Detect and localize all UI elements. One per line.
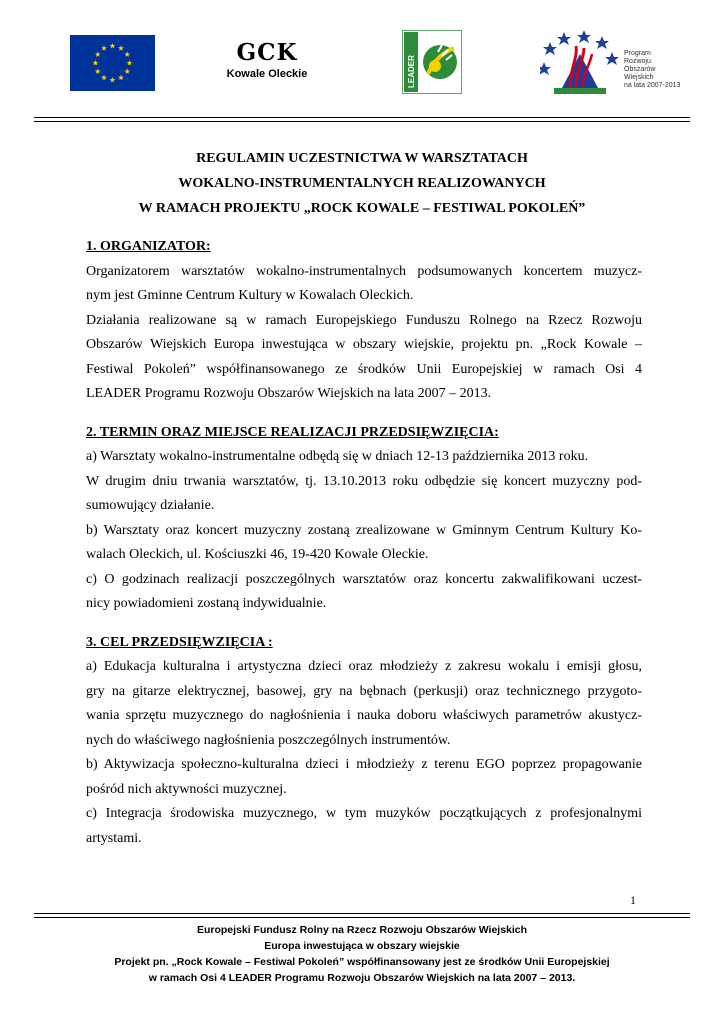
- paragraph-line: W drugim dniu trwania warsztatów, tj. 13.10.2013 roku odbędzie się koncert muzyczny pod-: [86, 473, 642, 489]
- paragraph-line: b) Aktywizacja społeczno-kulturalna dzieci i młodzieży z terenu EGO poprzez propagowanie: [86, 757, 642, 772]
- page-footer: [40, 922, 684, 986]
- footer-line: Projekt pn. „Rock Kowale – Festiwal Pokoleń” współfinansowany jest ze środków Unii Europejskiej: [114, 956, 610, 968]
- gck-logo: [212, 34, 322, 90]
- section-heading-goal: 3. CEL PRZEDSIĘWZIĘCIA :: [86, 634, 273, 650]
- prow-logo-text: [624, 50, 694, 90]
- paragraph-line: a) Warsztaty wokalno-instrumentalne odbędą się w dniach 12-13 października 2013 roku.: [86, 449, 589, 464]
- paragraph-line: artystami.: [86, 830, 142, 846]
- leader-logo-text: LEADER: [407, 55, 416, 88]
- footer-divider: [34, 913, 690, 914]
- paragraph-line: gry na gitarze elektrycznej, basowej, gry na bębnach (perkusji) oraz technicznego przygoto-: [86, 683, 642, 699]
- paragraph-line: pośród nich aktywności muzycznej.: [86, 781, 287, 797]
- header-divider: [34, 121, 690, 122]
- paragraph-line: nych do właściwego nagłośnienia poszczególnych instrumentów.: [86, 732, 451, 748]
- paragraph-line: c) Integracja środowiska muzycznego, w tym muzyków początkujących z profesjonalnymi: [86, 806, 642, 821]
- document-title: [70, 146, 654, 221]
- eu-flag-logo: [70, 35, 155, 91]
- footer-line: Europejski Fundusz Rolny na Rzecz Rozwoju Obszarów Wiejskich: [196, 924, 528, 936]
- leader-logo: [402, 30, 462, 94]
- paragraph-line: wania sprzętu muzycznego do nagłośnienia i nauka doboru właściwych parametrów akustycz-: [86, 708, 642, 723]
- paragraph-line: Działania realizowane są w ramach Europejskiego Funduszu Rolnego na Rzecz Rozwoju: [86, 312, 642, 328]
- paragraph-line: Organizatorem warsztatów wokalno-instrumentalnych podsumowanych koncertem muzycz-: [86, 263, 642, 279]
- paragraph-line: Obszarów Wiejskich Europa inwestująca w obszary wiejskie, projektu pn. „Rock Kowale –: [86, 337, 642, 352]
- section-heading-organizer: 1. ORGANIZATOR:: [86, 239, 211, 254]
- prow-text-line: Wiejskich: [624, 74, 654, 81]
- prow-text-line: Program: [624, 50, 651, 57]
- footer-line: Europa inwestująca w obszary wiejskie: [264, 940, 460, 952]
- prow-text-line: na lata 2007-2013: [624, 82, 681, 89]
- title-line: WOKALNO-INSTRUMENTALNYCH REALIZOWANYCH: [178, 176, 546, 191]
- paragraph-line: Festiwal Pokoleń” współfinansowanego ze środków Unii Europejskiej w ramach Osi 4: [86, 361, 642, 377]
- title-line: W RAMACH PROJEKTU „ROCK KOWALE – FESTIWAL POKOLEŃ”: [138, 201, 586, 216]
- prow-text-line: Obszarów: [624, 66, 656, 73]
- paragraph-line: c) O godzinach realizacji poszczególnych warsztatów oraz koncertu zakwalifikowani uczest-: [86, 571, 642, 587]
- paragraph-line: b) Warsztaty oraz koncert muzyczny zostaną zrealizowane w Gminnym Centrum Kultury Ko-: [86, 522, 642, 538]
- footer-line: w ramach Osi 4 LEADER Programu Rozwoju Obszarów Wiejskich na lata 2007 – 2013.: [148, 972, 576, 984]
- footer-divider: [34, 917, 690, 918]
- paragraph-line: nym jest Gminne Centrum Kultury w Kowalach Oleckich.: [86, 288, 414, 303]
- prow-text-line: Rozwoju: [624, 58, 651, 65]
- page-number: 1: [630, 893, 636, 907]
- title-line: REGULAMIN UCZESTNICTWA W WARSZTATACH: [196, 151, 528, 166]
- paragraph-line: LEADER Programu Rozwoju Obszarów Wiejskich na lata 2007 – 2013.: [86, 386, 492, 401]
- header-divider: [34, 117, 690, 118]
- gck-logo-mark: GCK: [236, 39, 298, 66]
- prow-logo: [540, 28, 620, 96]
- paragraph-line: sumowujący działanie.: [86, 498, 215, 513]
- section-heading-date-place: 2. TERMIN ORAZ MIEJSCE REALIZACJI PRZEDSIĘWZIĘCIA:: [86, 424, 499, 440]
- document-body: [86, 235, 642, 851]
- gck-logo-name: Kowale Oleckie: [226, 68, 308, 80]
- paragraph-line: walach Oleckich, ul. Kościuszki 46, 19-420 Kowale Oleckie.: [86, 547, 429, 562]
- paragraph-line: nicy powiadomieni zostaną indywidualnie.: [86, 596, 327, 611]
- paragraph-line: a) Edukacja kulturalna i artystyczna dzieci oraz młodzieży z zakresu wokalu i emisji głosu,: [86, 659, 642, 674]
